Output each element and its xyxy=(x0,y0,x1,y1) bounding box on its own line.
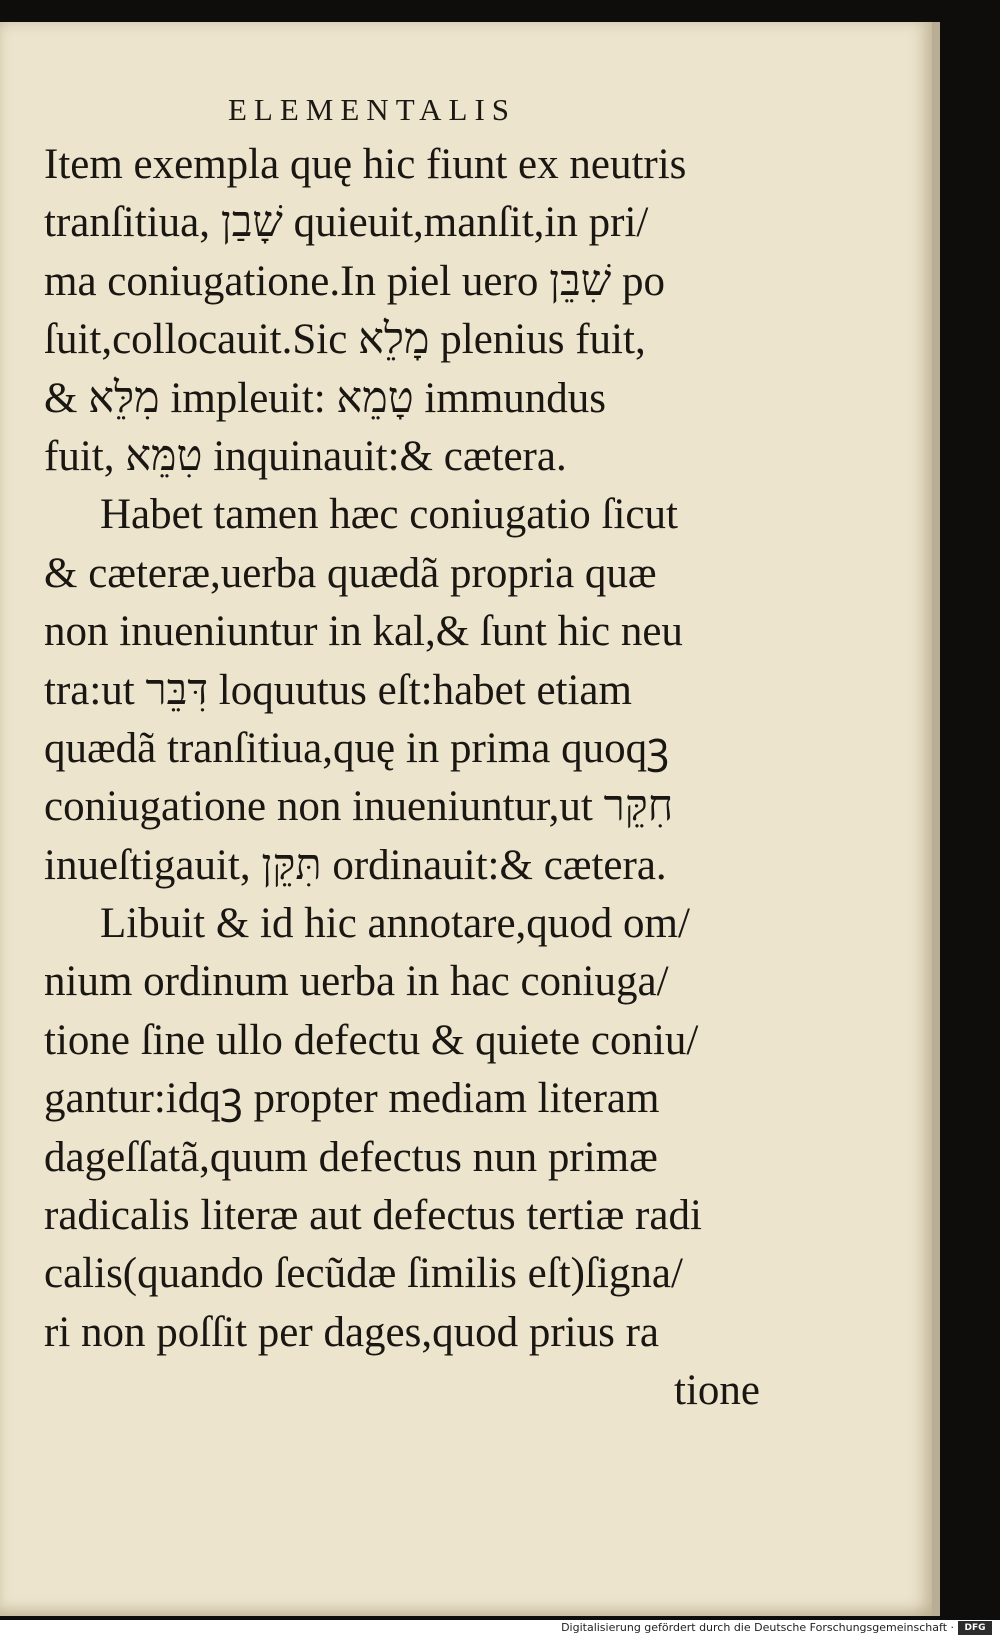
text-line: ſuit,collocauit.Sic מָלֵא plenius fuit, xyxy=(44,316,646,364)
text-line: & cæteræ,uerba quædã propria quæ xyxy=(44,549,657,597)
text-line: tione ſine ullo defectu & quiete coniu/ xyxy=(44,1016,699,1064)
text-line: radicalis literæ aut defectus tertiæ radi xyxy=(44,1192,702,1240)
text-line: coniugatione non inueniuntur,ut חִקֵּר xyxy=(44,783,674,831)
footer-note: Digitalisierung gefördert durch die Deutsche Forschungsgemeinschaft · xyxy=(561,1621,954,1634)
text-line: non inueniuntur in kal,& ſunt hic neu xyxy=(44,608,683,656)
text-line: Libuit & id hic annotare,quod om/ xyxy=(100,900,690,948)
text-line: ri non poſſit per dages,quod prius ra xyxy=(44,1308,660,1356)
text-line: nium ordinum uerba in hac coniuga/ xyxy=(44,958,669,1006)
catchword: tione xyxy=(674,1367,760,1415)
text-line: inueſtigauit, תִּקֵּן ordinauit:& cætera. xyxy=(44,841,667,889)
text-line: Item exempla quę hic fiunt ex neutris xyxy=(44,141,687,188)
page-edge xyxy=(932,22,940,1616)
dfg-logo: DFG xyxy=(958,1621,992,1635)
text-line: ma coniugatione.In piel uero שִׁבֵּן po xyxy=(44,257,665,305)
text-block xyxy=(44,136,764,1421)
text-line: Habet tamen hæc coniugatio ſicut xyxy=(100,491,678,539)
text-line: fuit, טִמֵּא inquinauit:& cætera. xyxy=(44,432,567,480)
text-line: & מִלֵּא impleuit: טָמֵא immundus xyxy=(44,374,606,422)
text-line: gantur:idqꝫ propter mediam literam xyxy=(44,1075,660,1123)
text-line: calis(quando ſecũdæ ſimilis eſt)ſigna/ xyxy=(44,1250,683,1298)
running-head: ELEMENTALIS xyxy=(228,92,517,127)
text-line: quædã tranſitiua,quę in prima quoqꝫ xyxy=(44,724,670,772)
text-line: dageſſatã,quum defectus nun primæ xyxy=(44,1133,658,1181)
text-line: tra:ut דִּבֵּר loquutus eſt:habet etiam xyxy=(44,666,632,714)
text-line: tranſitiua, שָׁבַן quieuit,manſit,in pri/ xyxy=(44,199,649,247)
